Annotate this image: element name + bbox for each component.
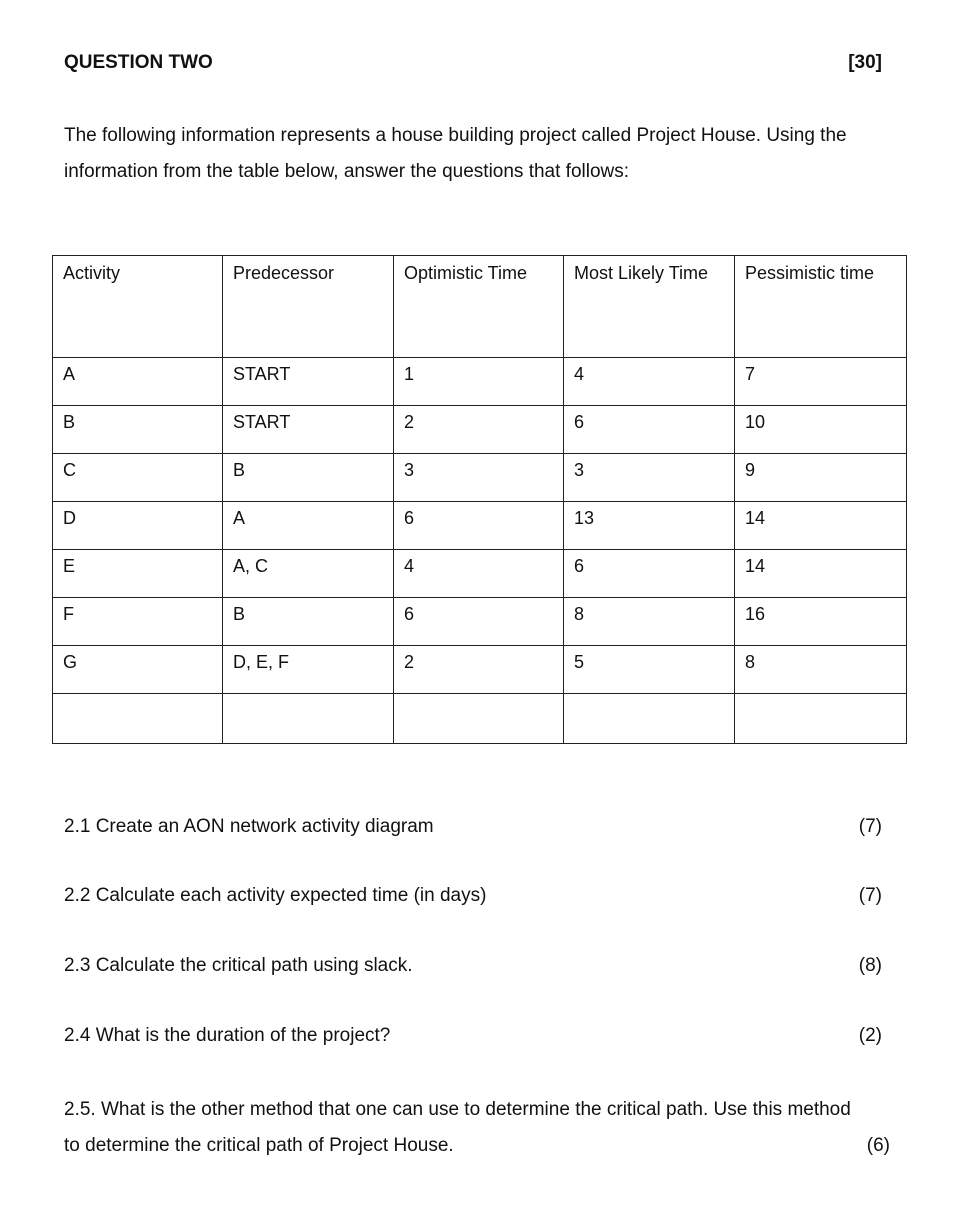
cell-pessimistic: 9 <box>735 454 907 502</box>
cell-optimistic: 2 <box>394 406 564 454</box>
cell-most-likely: 5 <box>564 645 735 693</box>
table-row <box>53 645 907 693</box>
empty-cell <box>735 693 907 743</box>
question-2-3: 2.3 Calculate the critical path using slack. <box>64 955 413 976</box>
cell-predecessor: B <box>223 597 394 645</box>
table-row <box>53 549 907 597</box>
cell-activity: G <box>53 645 223 693</box>
cell-activity: F <box>53 597 223 645</box>
question-2-4: 2.4 What is the duration of the project? <box>64 1025 391 1046</box>
cell-most-likely: 3 <box>564 454 735 502</box>
question-2-4-marks: (2) <box>858 1025 882 1046</box>
cell-predecessor: START <box>223 358 394 406</box>
cell-activity: B <box>53 406 223 454</box>
cell-predecessor: A <box>223 501 394 549</box>
question-title: QUESTION TWO <box>64 52 213 73</box>
cell-most-likely: 6 <box>564 406 735 454</box>
question-2-2-marks: (7) <box>858 885 882 906</box>
cell-pessimistic: 8 <box>735 645 907 693</box>
question-2-1: 2.1 Create an AON network activity diagram <box>64 816 434 837</box>
question-2-1-marks: (7) <box>858 816 882 837</box>
table-row <box>53 454 907 502</box>
table-row <box>53 406 907 454</box>
cell-activity: A <box>53 358 223 406</box>
cell-optimistic: 6 <box>394 597 564 645</box>
empty-cell <box>53 693 223 743</box>
question-2-5-block <box>64 1092 890 1164</box>
cell-predecessor: B <box>223 454 394 502</box>
intro-paragraph: The following information represents a house building project called Project House. Using the information from the table below, answer the questions that follows: <box>64 125 847 182</box>
cell-pessimistic: 10 <box>735 406 907 454</box>
cell-most-likely: 8 <box>564 597 735 645</box>
cell-most-likely: 4 <box>564 358 735 406</box>
cell-optimistic: 4 <box>394 549 564 597</box>
question-2-5-marks: (6) <box>866 1135 890 1156</box>
cell-predecessor: D, E, F <box>223 645 394 693</box>
column-header-pessimistic: Pessimistic time <box>735 256 907 358</box>
cell-optimistic: 2 <box>394 645 564 693</box>
cell-optimistic: 6 <box>394 501 564 549</box>
table-row-empty <box>53 693 907 743</box>
cell-activity: E <box>53 549 223 597</box>
cell-most-likely: 6 <box>564 549 735 597</box>
cell-pessimistic: 16 <box>735 597 907 645</box>
cell-most-likely: 13 <box>564 501 735 549</box>
table-row <box>53 501 907 549</box>
cell-pessimistic: 7 <box>735 358 907 406</box>
cell-optimistic: 3 <box>394 454 564 502</box>
column-header-activity: Activity <box>53 256 223 358</box>
question-2-2: 2.2 Calculate each activity expected time (in days) <box>64 885 487 906</box>
total-marks: [30] <box>848 52 882 73</box>
activity-table <box>52 255 907 744</box>
table-header-row <box>53 256 907 358</box>
cell-pessimistic: 14 <box>735 549 907 597</box>
column-header-optimistic: Optimistic Time <box>394 256 564 358</box>
cell-predecessor: START <box>223 406 394 454</box>
empty-cell <box>564 693 735 743</box>
column-header-predecessor: Predecessor <box>223 256 394 358</box>
question-2-5: 2.5. What is the other method that one can use to determine the critical path. Use this method to determine the critical path of Project House. <box>64 1099 851 1156</box>
cell-optimistic: 1 <box>394 358 564 406</box>
column-header-most-likely: Most Likely Time <box>564 256 735 358</box>
empty-cell <box>394 693 564 743</box>
table-row <box>53 358 907 406</box>
cell-predecessor: A, C <box>223 549 394 597</box>
empty-cell <box>223 693 394 743</box>
cell-activity: D <box>53 501 223 549</box>
question-2-3-marks: (8) <box>858 955 882 976</box>
cell-activity: C <box>53 454 223 502</box>
table-row <box>53 597 907 645</box>
cell-pessimistic: 14 <box>735 501 907 549</box>
